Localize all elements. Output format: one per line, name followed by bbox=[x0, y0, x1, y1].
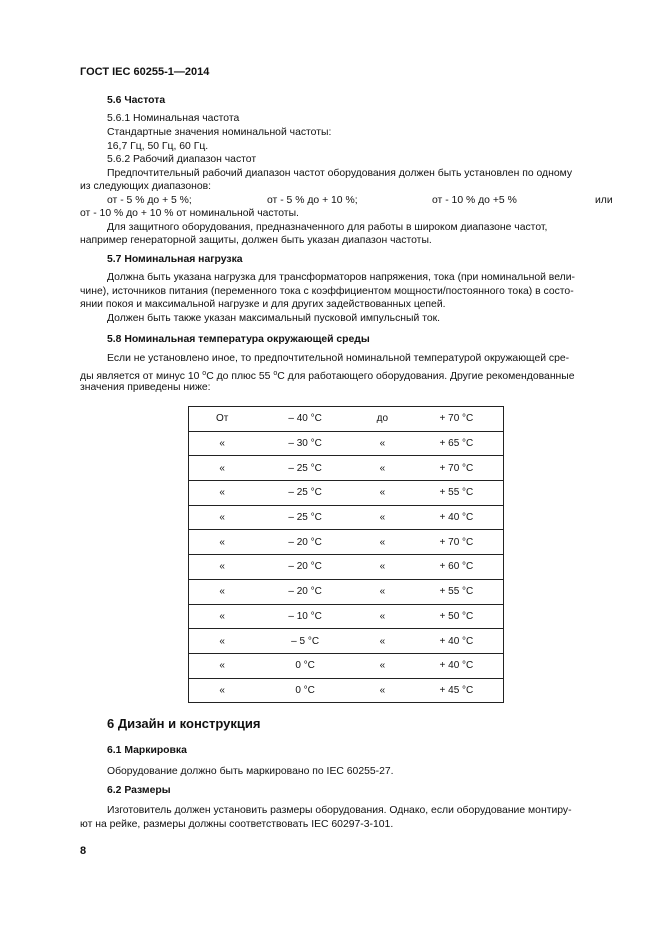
text-line: из следующих диапазонов: bbox=[80, 181, 212, 192]
table-cell: – 5 °C bbox=[255, 629, 355, 654]
text-line: чине), источников питания (переменного тока с коэффициентом мощности/постоянного тока) в состо- bbox=[80, 286, 574, 297]
table-cell: + 50 °C bbox=[410, 604, 504, 629]
table-cell: « bbox=[355, 530, 410, 555]
table-cell: + 55 °C bbox=[410, 481, 504, 506]
table-row bbox=[189, 505, 504, 530]
text-line: Стандартные значения номинальной частоты: bbox=[107, 127, 332, 138]
table-cell: « bbox=[355, 505, 410, 530]
text-line: Должна быть указана нагрузка для трансформаторов напряжения, тока (при номинальной вели- bbox=[107, 272, 575, 283]
table-cell: « bbox=[355, 431, 410, 456]
table-cell: « bbox=[189, 653, 256, 678]
document-header: ГОСТ IEC 60255-1—2014 bbox=[80, 66, 210, 78]
text-line: Для защитного оборудования, предназначенного для работы в широком диапазоне частот, bbox=[107, 222, 548, 233]
table-cell: + 40 °C bbox=[410, 629, 504, 654]
temperature-table bbox=[188, 406, 504, 703]
text-line: 5.6.1 Номинальная частота bbox=[107, 113, 240, 124]
table-cell: + 60 °C bbox=[410, 555, 504, 580]
table-cell: + 70 °C bbox=[410, 407, 504, 432]
text-line: янии покоя и максимальной нагрузке и для других задействованных цепей. bbox=[80, 299, 446, 310]
table-cell: – 30 °C bbox=[255, 431, 355, 456]
range-option: от - 5 % до + 5 %; bbox=[107, 195, 192, 206]
table-cell: « bbox=[355, 629, 410, 654]
text-line: ды является от минус 10 $^о$С до плюс 55 $^о$С для работающего оборудования. Другие рекомендованные bbox=[80, 370, 575, 382]
table-cell: « bbox=[355, 555, 410, 580]
table-cell: – 20 °C bbox=[255, 579, 355, 604]
section-5-6-title: 5.6 Частота bbox=[107, 95, 166, 106]
text-line: Если не установлено иное, то предпочтительной номинальной температурой окружающей сре- bbox=[107, 353, 570, 364]
table-cell: + 70 °C bbox=[410, 456, 504, 481]
table-cell: « bbox=[189, 481, 256, 506]
table-cell: « bbox=[355, 678, 410, 703]
table-cell: + 55 °C bbox=[410, 579, 504, 604]
text-line: 5.6.2 Рабочий диапазон частот bbox=[107, 154, 257, 165]
table-row bbox=[189, 431, 504, 456]
table-cell: – 25 °C bbox=[255, 481, 355, 506]
table-cell: « bbox=[355, 481, 410, 506]
table-cell: « bbox=[189, 629, 256, 654]
text-line: Изготовитель должен установить размеры оборудования. Однако, если оборудование монтиру- bbox=[107, 805, 572, 816]
text-word: или bbox=[595, 195, 613, 206]
table-cell: « bbox=[189, 530, 256, 555]
table-cell: – 25 °C bbox=[255, 456, 355, 481]
text-line: 16,7 Гц, 50 Гц, 60 Гц. bbox=[107, 141, 209, 152]
table-row bbox=[189, 530, 504, 555]
table-cell: + 45 °C bbox=[410, 678, 504, 703]
table-cell: + 40 °C bbox=[410, 505, 504, 530]
table-row bbox=[189, 579, 504, 604]
table-row bbox=[189, 629, 504, 654]
table-cell: « bbox=[189, 555, 256, 580]
table-row bbox=[189, 604, 504, 629]
text-line: ют на рейке, размеры должны соответствовать IEC 60297-3-101. bbox=[80, 819, 394, 830]
table-cell: 0 °C bbox=[255, 678, 355, 703]
page-number: 8 bbox=[80, 845, 87, 857]
table-cell: – 25 °C bbox=[255, 505, 355, 530]
table-cell: « bbox=[355, 456, 410, 481]
table-cell: « bbox=[189, 604, 256, 629]
table-cell: « bbox=[189, 431, 256, 456]
text-line: Должен быть также указан максимальный пусковой импульсный ток. bbox=[107, 313, 441, 324]
table-cell: + 40 °C bbox=[410, 653, 504, 678]
table-row bbox=[189, 555, 504, 580]
table-cell: – 10 °C bbox=[255, 604, 355, 629]
range-option: от - 10 % до + 10 % от номинальной частоты. bbox=[80, 208, 299, 219]
section-5-7-title: 5.7 Номинальная нагрузка bbox=[107, 254, 243, 265]
range-option: от - 10 % до +5 % bbox=[432, 195, 517, 206]
table-cell: « bbox=[189, 678, 256, 703]
section-6-title: 6 Дизайн и конструкция bbox=[107, 716, 261, 731]
table-row bbox=[189, 653, 504, 678]
table-cell: « bbox=[355, 579, 410, 604]
table-row bbox=[189, 678, 504, 703]
table-cell: до bbox=[355, 407, 410, 432]
text-line: значения приведены ниже: bbox=[80, 382, 211, 393]
table-row bbox=[189, 481, 504, 506]
table-cell: « bbox=[189, 579, 256, 604]
section-6-2-title: 6.2 Размеры bbox=[107, 785, 171, 796]
text-line: Предпочтительный рабочий диапазон частот оборудования должен быть установлен по одному bbox=[107, 168, 573, 179]
table-cell: « bbox=[355, 653, 410, 678]
text-line: Оборудование должно быть маркировано по IEC 60255-27. bbox=[107, 766, 394, 777]
table-cell: – 40 °C bbox=[255, 407, 355, 432]
section-6-1-title: 6.1 Маркировка bbox=[107, 745, 187, 756]
table-cell: + 65 °C bbox=[410, 431, 504, 456]
text-line: например генераторной защиты, должен быть указан диапазон частоты. bbox=[80, 235, 432, 246]
table-row bbox=[189, 407, 504, 432]
table-cell: 0 °C bbox=[255, 653, 355, 678]
table-cell: « bbox=[189, 456, 256, 481]
table-cell: От bbox=[189, 407, 256, 432]
section-5-8-title: 5.8 Номинальная температура окружающей среды bbox=[107, 334, 370, 345]
table-cell: + 70 °C bbox=[410, 530, 504, 555]
range-option: от - 5 % до + 10 %; bbox=[267, 195, 358, 206]
table-row bbox=[189, 456, 504, 481]
table-cell: – 20 °C bbox=[255, 530, 355, 555]
table-cell: – 20 °C bbox=[255, 555, 355, 580]
table-cell: « bbox=[355, 604, 410, 629]
table-cell: « bbox=[189, 505, 256, 530]
